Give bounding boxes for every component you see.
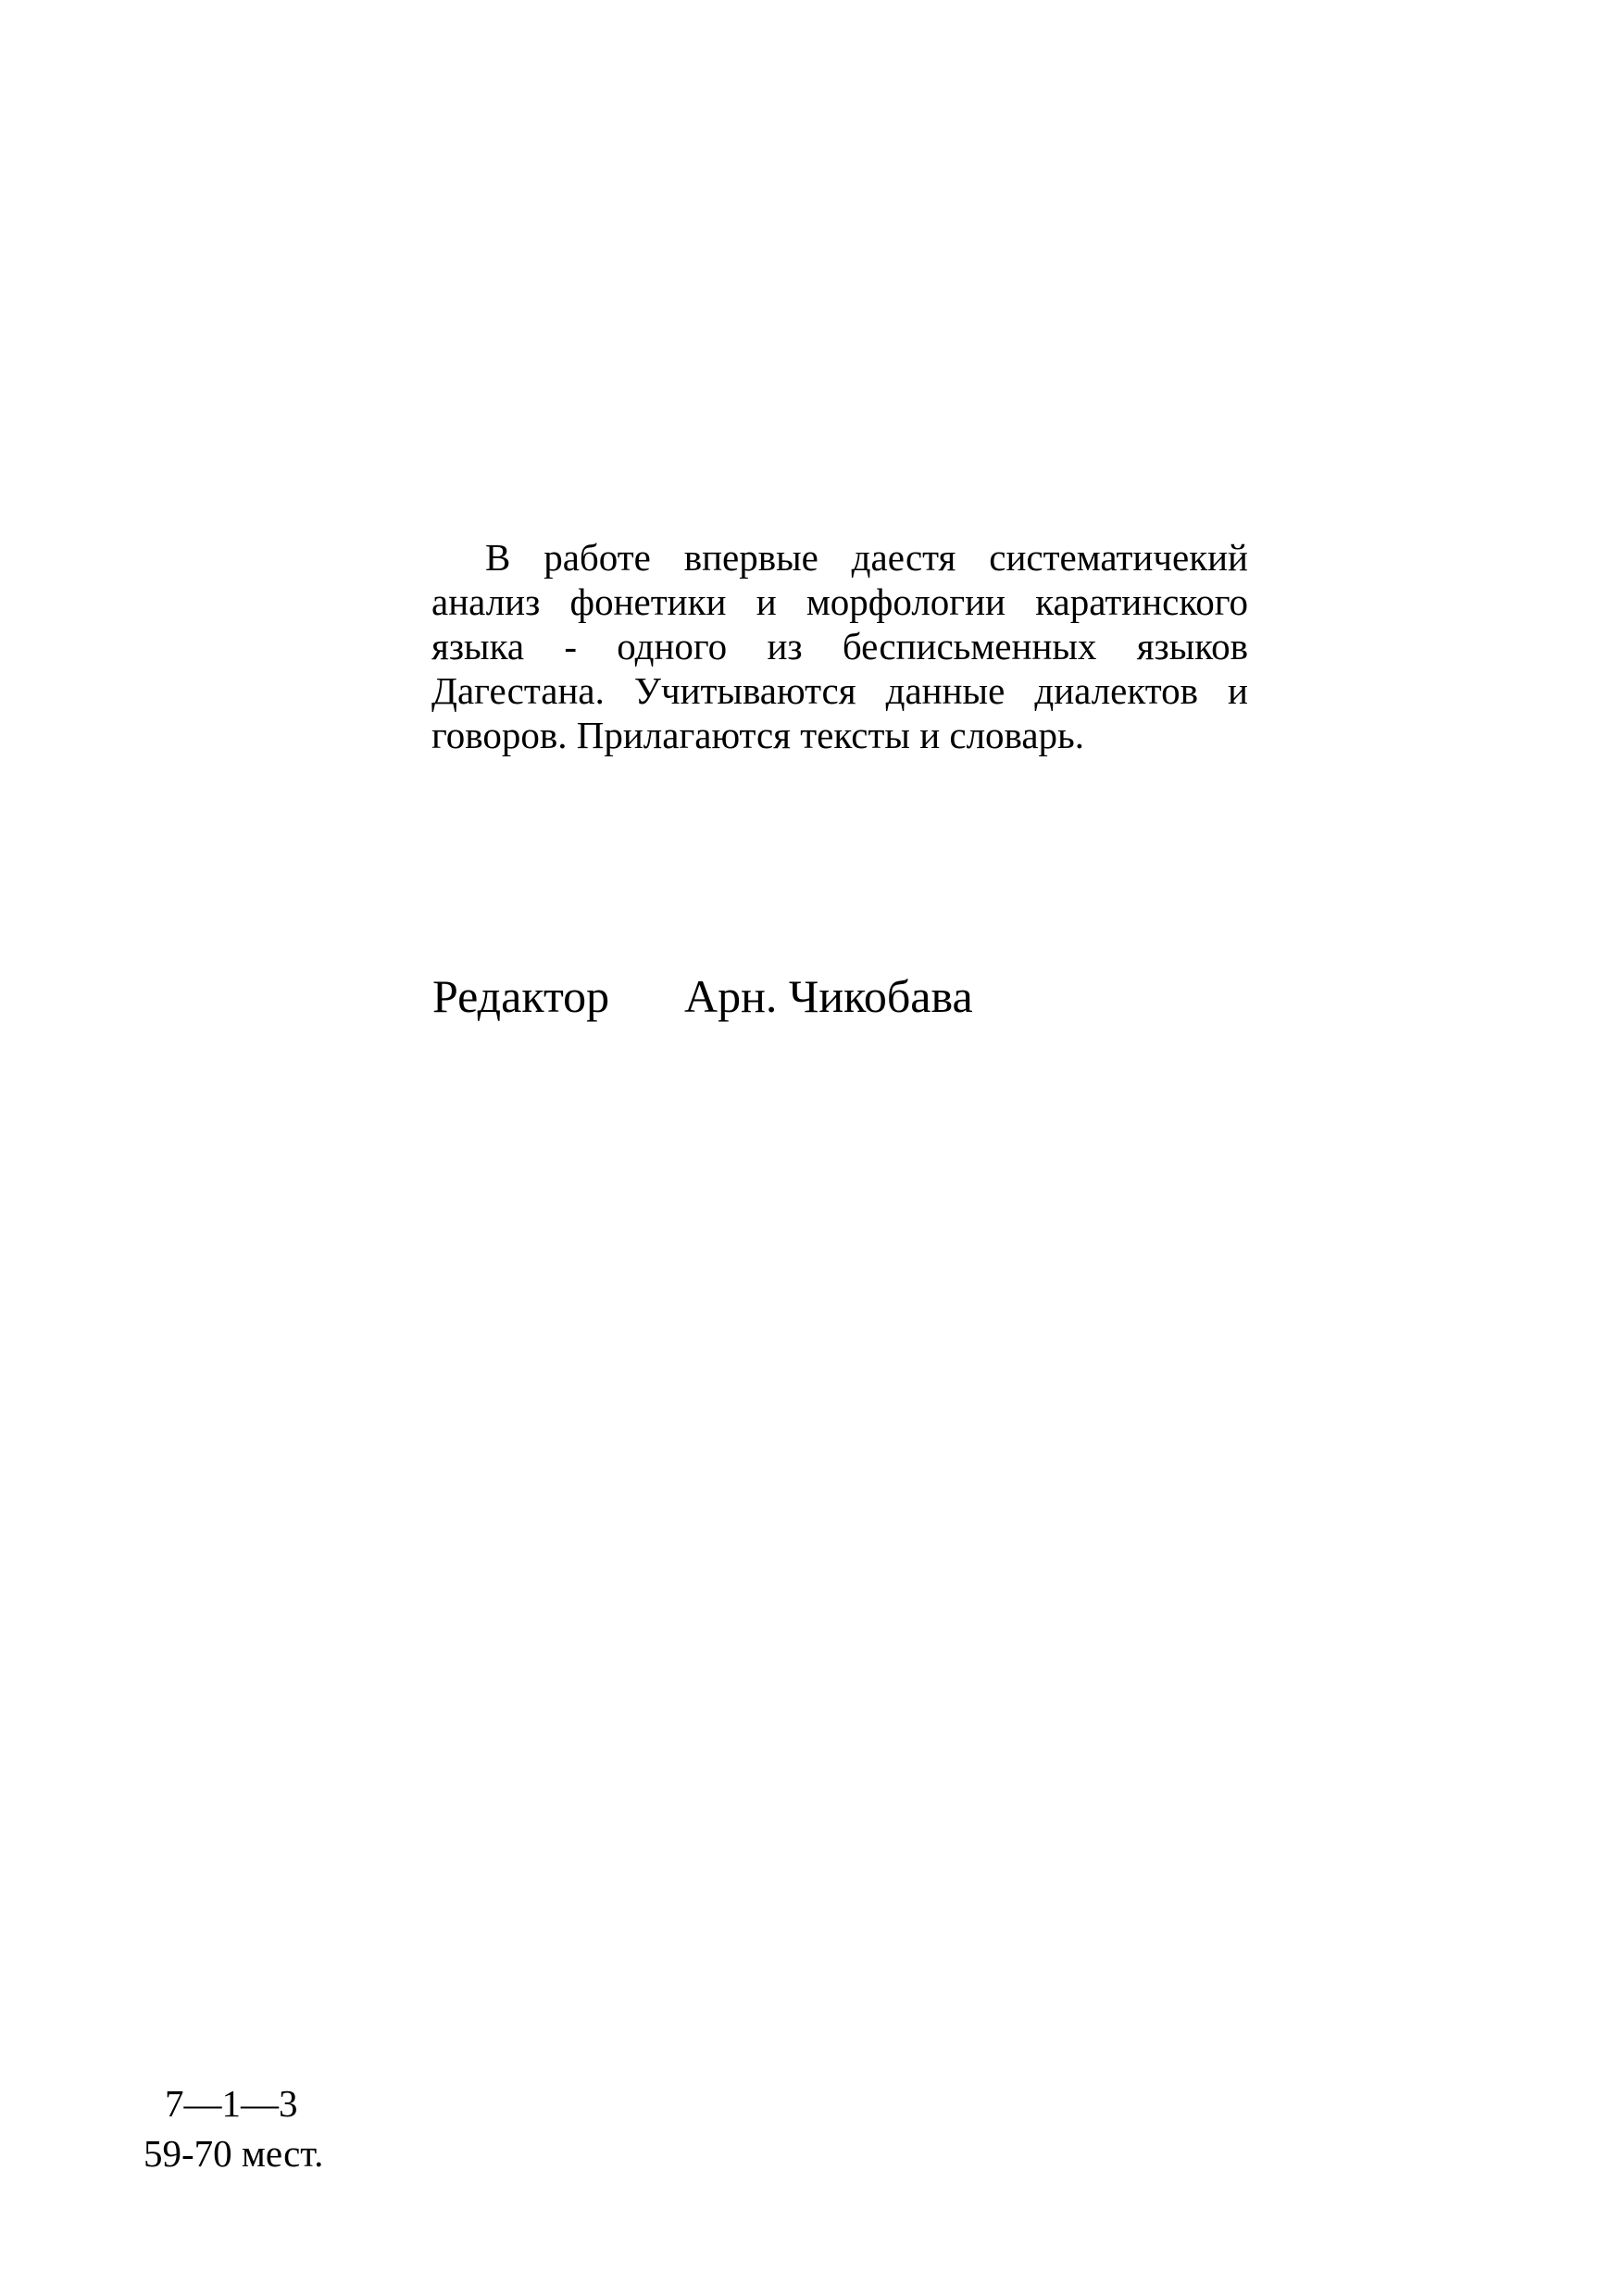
editor-credit bbox=[432, 967, 973, 1025]
catalog-code: 7—1—3 bbox=[165, 2082, 298, 2125]
publication-codes bbox=[144, 2078, 323, 2178]
plan-code: 59-70 мест. bbox=[144, 2132, 324, 2175]
editor-name: Арн. Чикобава bbox=[684, 970, 973, 1022]
abstract-paragraph: В работе впервые даестя систематичекий анализ фонетики и морфологии каратинского языка - одного из бесписьменных языков Дагестана. Учитываются данные диалектов и говоров. Прилагаются тексты и словарь. bbox=[431, 536, 1248, 756]
editor-label: Редактор bbox=[432, 970, 610, 1022]
